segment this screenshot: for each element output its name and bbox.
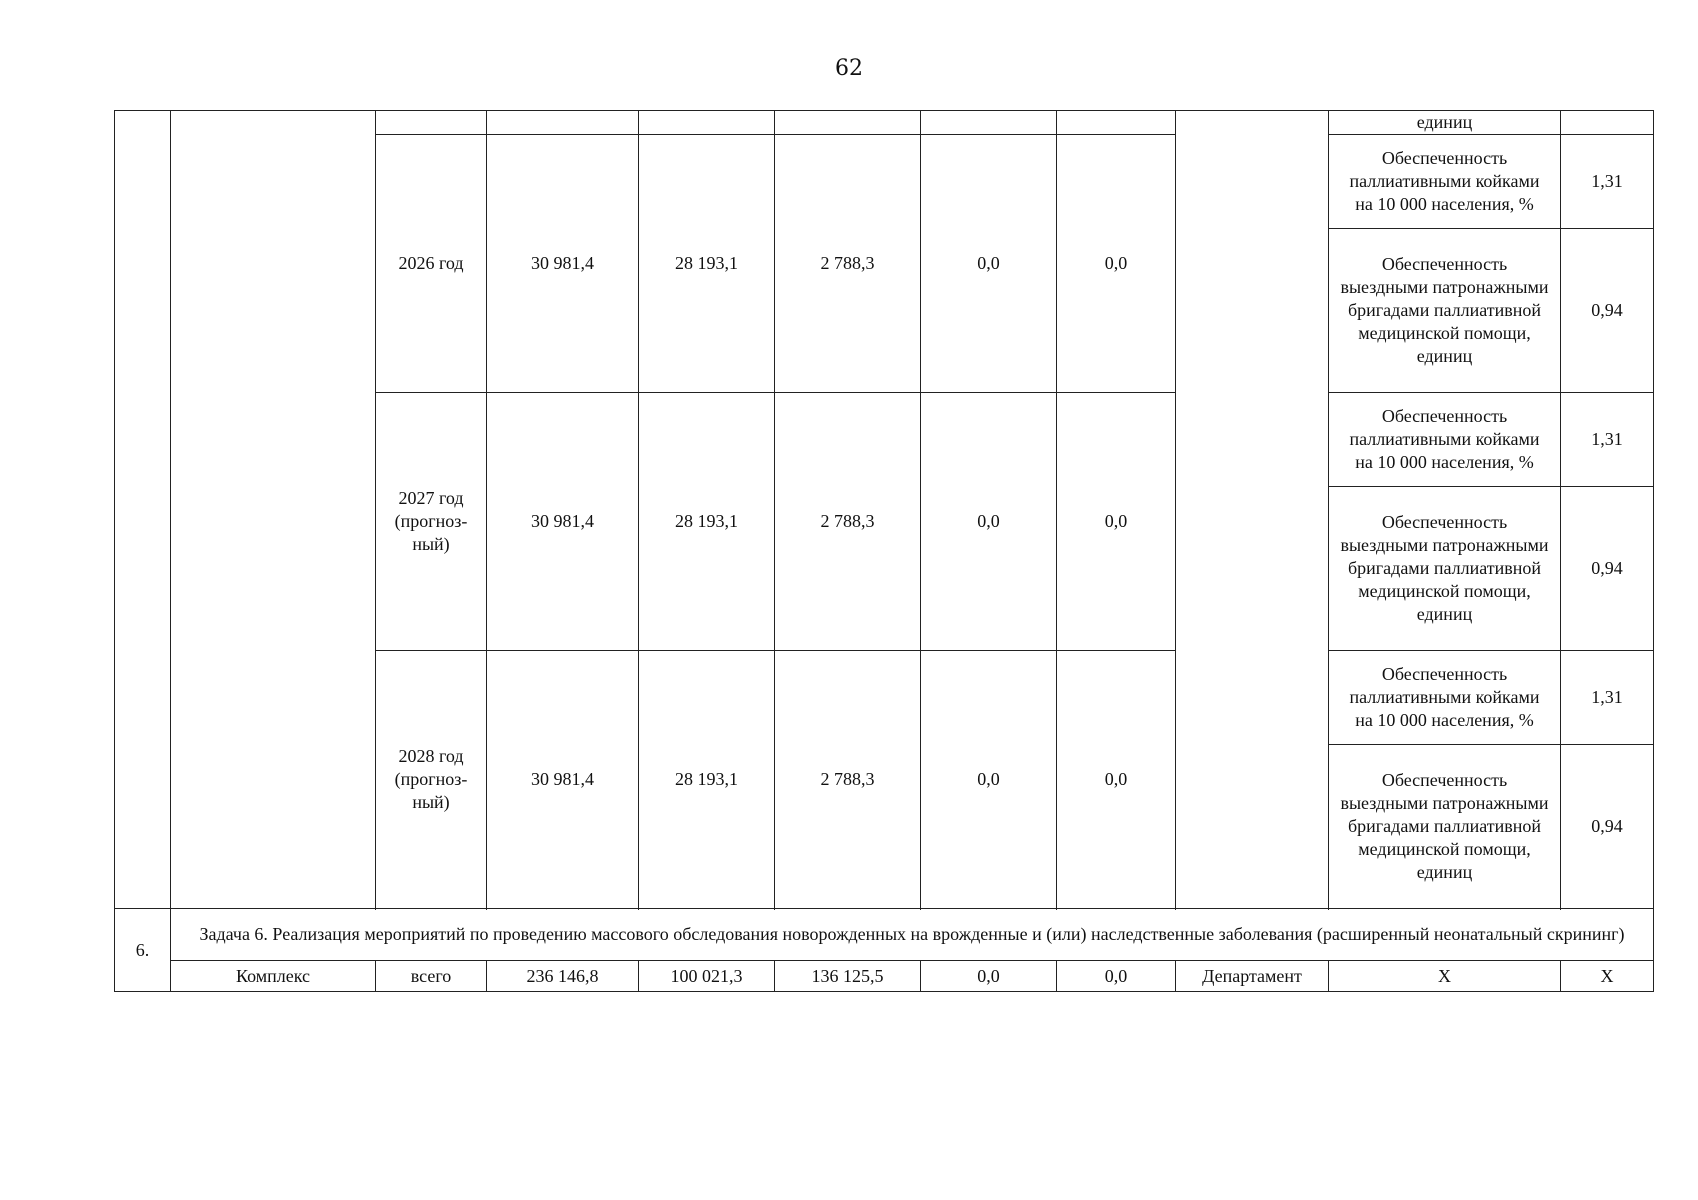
indicator-value: 0,94 bbox=[1561, 229, 1654, 393]
federal-value: 28 193,1 bbox=[639, 651, 775, 909]
year-label: 2027 год (прогноз-ный) bbox=[376, 393, 487, 651]
indicator-value: 1,31 bbox=[1561, 393, 1654, 487]
municipal-value: 0,0 bbox=[921, 961, 1057, 992]
extra-value: 0,0 bbox=[1057, 651, 1176, 909]
total-value: 30 981,4 bbox=[487, 651, 639, 909]
period-label: всего bbox=[376, 961, 487, 992]
cell bbox=[376, 111, 487, 135]
indicator-value bbox=[1561, 111, 1654, 135]
year-label: 2026 год bbox=[376, 135, 487, 393]
municipal-value: 0,0 bbox=[921, 651, 1057, 909]
program-table bbox=[114, 110, 1654, 992]
indicator-name: Обеспеченность выездными патронажными бригадами паллиативной медицинской помощи, единиц bbox=[1329, 487, 1561, 651]
indicator-name: Обеспеченность паллиативными койками на 10 000 населения, % bbox=[1329, 135, 1561, 229]
executor-cell bbox=[1176, 111, 1329, 909]
extra-value: 0,0 bbox=[1057, 135, 1176, 393]
extra-value: 0,0 bbox=[1057, 393, 1176, 651]
indicator-name: единиц bbox=[1329, 111, 1561, 135]
regional-value: 2 788,3 bbox=[775, 651, 921, 909]
indicator-name: Обеспеченность выездными патронажными бригадами паллиативной медицинской помощи, единиц bbox=[1329, 745, 1561, 909]
indicator-name: Обеспеченность выездными патронажными бригадами паллиативной медицинской помощи, единиц bbox=[1329, 229, 1561, 393]
number-cell bbox=[115, 111, 171, 909]
year-label: 2028 год (прогноз-ный) bbox=[376, 651, 487, 909]
table-row bbox=[115, 909, 1654, 961]
table-row bbox=[115, 961, 1654, 992]
indicator-name: X bbox=[1329, 961, 1561, 992]
regional-value: 136 125,5 bbox=[775, 961, 921, 992]
federal-value: 100 021,3 bbox=[639, 961, 775, 992]
indicator-value: X bbox=[1561, 961, 1654, 992]
federal-value: 28 193,1 bbox=[639, 393, 775, 651]
federal-value: 28 193,1 bbox=[639, 135, 775, 393]
total-value: 236 146,8 bbox=[487, 961, 639, 992]
indicator-name: Обеспеченность паллиативными койками на 10 000 населения, % bbox=[1329, 651, 1561, 745]
event-name: Комплекс bbox=[171, 961, 376, 992]
total-value: 30 981,4 bbox=[487, 393, 639, 651]
total-value: 30 981,4 bbox=[487, 135, 639, 393]
regional-value: 2 788,3 bbox=[775, 135, 921, 393]
indicator-value: 0,94 bbox=[1561, 487, 1654, 651]
table-row bbox=[115, 111, 1654, 135]
cell bbox=[639, 111, 775, 135]
municipal-value: 0,0 bbox=[921, 135, 1057, 393]
extra-value: 0,0 bbox=[1057, 961, 1176, 992]
indicator-value: 1,31 bbox=[1561, 135, 1654, 229]
municipal-value: 0,0 bbox=[921, 393, 1057, 651]
task-number: 6. bbox=[115, 909, 171, 992]
cell bbox=[921, 111, 1057, 135]
executor: Департамент bbox=[1176, 961, 1329, 992]
event-name-cell bbox=[171, 111, 376, 909]
cell bbox=[775, 111, 921, 135]
task-title: Задача 6. Реализация мероприятий по проведению массового обследования новорожденных на врожденные и (или) наследственные заболевания (расширенный неонатальный скрининг) bbox=[171, 909, 1654, 961]
cell bbox=[1057, 111, 1176, 135]
indicator-value: 0,94 bbox=[1561, 745, 1654, 909]
regional-value: 2 788,3 bbox=[775, 393, 921, 651]
indicator-value: 1,31 bbox=[1561, 651, 1654, 745]
indicator-name: Обеспеченность паллиативными койками на 10 000 населения, % bbox=[1329, 393, 1561, 487]
cell bbox=[487, 111, 639, 135]
page-number: 62 bbox=[835, 56, 863, 81]
